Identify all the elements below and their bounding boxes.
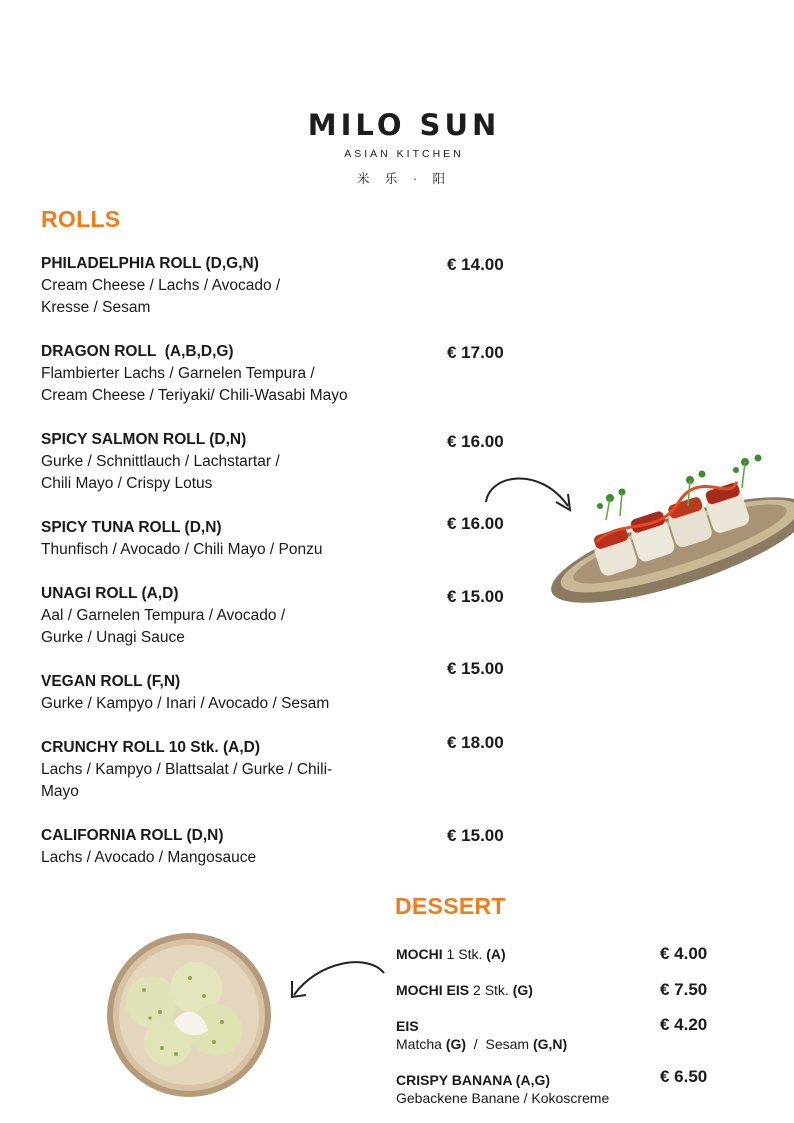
roll-name: SPICY SALMON ROLL (D,N) — [41, 431, 247, 448]
roll-price: € 15.00 — [447, 659, 504, 678]
dessert-allergens: (G,N) — [532, 1036, 568, 1052]
dessert-price: € 7.50 — [660, 980, 708, 999]
dessert-allergens: (G) — [512, 982, 533, 998]
roll-name: CRUNCHY ROLL 10 Stk. (A,D) — [41, 739, 261, 756]
roll-price: € 17.00 — [447, 343, 504, 362]
dessert-qty: 1 Stk. — [442, 946, 487, 962]
dessert-name: MOCHI EIS — [396, 982, 470, 998]
dessert-item — [396, 1071, 656, 1107]
roll-name: DRAGON ROLL (A,B,D,G) — [41, 343, 234, 360]
roll-desc: Aal / Garnelen Tempura / Avocado / — [41, 607, 286, 624]
roll-item — [41, 671, 421, 715]
roll-price: € 14.00 — [447, 255, 504, 274]
roll-desc: Thunfisch / Avocado / Chili Mayo / Ponzu — [41, 541, 323, 558]
dessert-allergens: (A) — [486, 946, 506, 962]
roll-desc: Gurke / Unagi Sauce — [41, 629, 185, 646]
dessert-qty: 2 Stk. — [469, 982, 513, 998]
mochi-bowl-image — [104, 930, 274, 1100]
dessert-allergens: (G) — [445, 1036, 467, 1052]
dessert-item — [396, 1017, 656, 1053]
sushi-plate-image — [540, 440, 794, 610]
arrow-to-mochi-icon — [288, 955, 388, 1003]
roll-price: € 15.00 — [447, 587, 504, 606]
roll-name: UNAGI ROLL (A,D) — [41, 585, 179, 602]
dessert-price: € 4.20 — [660, 1015, 708, 1034]
roll-item — [41, 583, 421, 649]
dessert-title: DESSERT — [395, 893, 506, 919]
roll-desc: Lachs / Kampyo / Blattsalat / Gurke / Chili- — [41, 761, 333, 778]
roll-item — [41, 825, 421, 869]
dessert-sub: Matcha — [396, 1036, 446, 1052]
logo-subtitle: ASIAN KITCHEN — [344, 148, 464, 160]
roll-price: € 15.00 — [447, 826, 504, 845]
logo-chinese: 米 乐 · 阳 — [356, 172, 452, 186]
roll-desc: Cream Cheese / Lachs / Avocado / — [41, 277, 281, 294]
logo-title: MILO SUN — [307, 108, 501, 142]
dessert-item — [396, 981, 656, 999]
roll-desc: Gurke / Schnittlauch / Lachstartar / — [41, 453, 280, 470]
dessert-name: EIS — [396, 1018, 419, 1034]
roll-item — [41, 341, 421, 407]
roll-price: € 16.00 — [447, 432, 504, 451]
roll-name: PHILADELPHIA ROLL (D,G,N) — [41, 255, 259, 272]
roll-desc: Cream Cheese / Teriyaki/ Chili-Wasabi Mayo — [41, 387, 348, 404]
roll-item — [41, 429, 421, 495]
dessert-desc: Gebackene Banane / Kokoscreme — [396, 1090, 610, 1106]
roll-desc: Mayo — [41, 783, 79, 800]
roll-desc: Lachs / Avocado / Mangosauce — [41, 849, 257, 866]
dessert-name: MOCHI — [396, 946, 443, 962]
dessert-sub: / Sesam — [466, 1036, 533, 1052]
roll-desc: Flambierter Lachs / Garnelen Tempura / — [41, 365, 315, 382]
roll-desc: Chili Mayo / Crispy Lotus — [41, 475, 213, 492]
roll-desc: Gurke / Kampyo / Inari / Avocado / Sesam — [41, 695, 330, 712]
dessert-price: € 6.50 — [660, 1067, 708, 1086]
roll-price: € 18.00 — [447, 733, 504, 752]
roll-name: CALIFORNIA ROLL (D,N) — [41, 827, 224, 844]
roll-name: VEGAN ROLL (F,N) — [41, 673, 181, 690]
dessert-price: € 4.00 — [660, 944, 708, 963]
rolls-title: ROLLS — [41, 206, 121, 232]
dessert-item — [396, 945, 656, 963]
roll-name: SPICY TUNA ROLL (D,N) — [41, 519, 222, 536]
roll-item — [41, 253, 421, 319]
roll-desc: Kresse / Sesam — [41, 299, 151, 316]
roll-item — [41, 737, 421, 803]
roll-price: € 16.00 — [447, 514, 504, 533]
dessert-name: CRISPY BANANA (A,G) — [396, 1072, 551, 1088]
roll-item — [41, 517, 421, 561]
